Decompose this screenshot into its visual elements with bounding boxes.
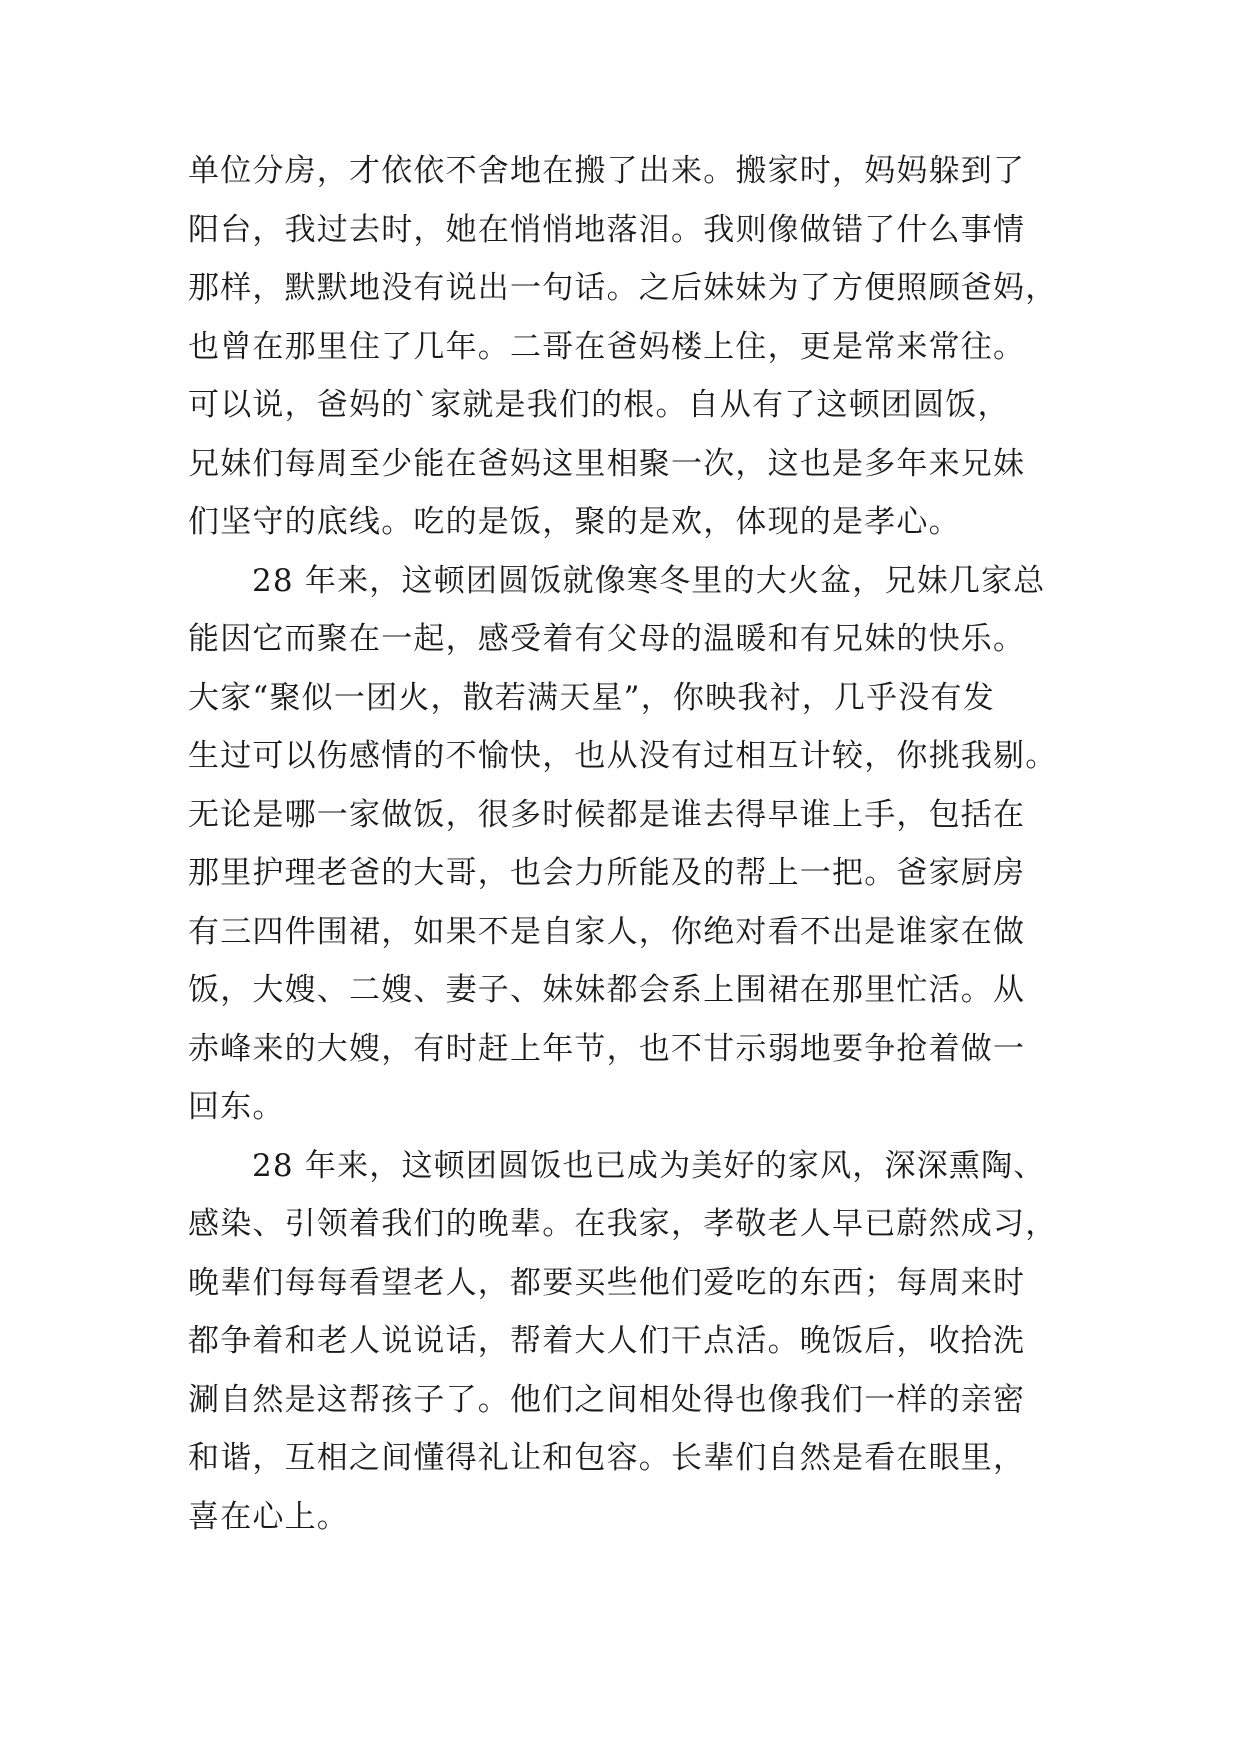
- text-line: 那里护理老爸的大哥，也会力所能及的帮上一把。爸家厨房: [188, 855, 1026, 891]
- text-line: 大家“聚似一团火，散若满天星”，你映我衬，几乎没有发: [188, 679, 995, 716]
- paragraph-3: [188, 1137, 1068, 1547]
- paragraph-2: [188, 552, 1068, 1137]
- text-line: 感染、引领着我们的晚辈。在我家，孝敬老人早已蔚然成习，: [188, 1206, 1058, 1242]
- text-line: 无论是哪一家做饭，很多时候都是谁去得早谁上手，包括在: [188, 796, 1026, 833]
- text-line: 也曾在那里住了几年。二哥在爸妈楼上住，更是常来常往。: [188, 328, 1026, 365]
- text-line: 兄妹们每周至少能在爸妈这里相聚一次，这也是多年来兄妹: [188, 445, 1026, 482]
- text-line: 回东。: [188, 1089, 285, 1125]
- text-line: 饭，大嫂、二嫂、妻子、妹妹都会系上围裙在那里忙活。从: [188, 972, 1026, 1008]
- text-line: 晚辈们每每看望老人，都要买些他们爱吃的东西；每周来时: [188, 1264, 1026, 1301]
- text-line: 那样，默默地没有说出一句话。之后妹妹为了方便照顾爸妈，: [188, 270, 1058, 306]
- text-line-first-indented: 28 年来，这顿团圆饭就像寒冬里的大火盆，兄妹几家总: [252, 562, 1046, 599]
- text-line-first-indented: 28 年来，这顿团圆饭也已成为美好的家风，深深熏陶、: [252, 1147, 1046, 1184]
- text-line: 能因它而聚在一起，感受着有父母的温暖和有兄妹的快乐。: [188, 621, 1026, 657]
- text-line: 们坚守的底线。吃的是饭，聚的是欢，体现的是孝心。: [188, 504, 961, 540]
- text-line: 和谐，互相之间懂得礼让和包容。长辈们自然是看在眼里，: [188, 1440, 1026, 1476]
- text-line: 生过可以伤感情的不愉快，也从没有过相互计较，你挑我剔。: [188, 738, 1058, 774]
- text-line: 有三四件围裙，如果不是自家人，你绝对看不出是谁家在做: [188, 913, 1026, 950]
- text-line: 阳台，我过去时，她在悄悄地落泪。我则像做错了什么事情: [188, 211, 1026, 248]
- text-line: 都争着和老人说说话，帮着大人们干点活。晚饭后，收拾洗: [188, 1323, 1026, 1359]
- text-line: 涮自然是这帮孩子了。他们之间相处得也像我们一样的亲密: [188, 1381, 1026, 1418]
- text-line: 可以说，爸妈的`家就是我们的根。自从有了这顿团圆饭，: [188, 387, 1010, 423]
- text-line: 赤峰来的大嫂，有时赶上年节，也不甘示弱地要争抢着做一: [188, 1030, 1026, 1067]
- body-text: [188, 142, 1068, 1546]
- text-line: 喜在心上。: [188, 1498, 349, 1535]
- paragraph-1: [188, 142, 1068, 552]
- text-line: 单位分房，才依依不舍地在搬了出来。搬家时，妈妈躲到了: [188, 153, 1026, 189]
